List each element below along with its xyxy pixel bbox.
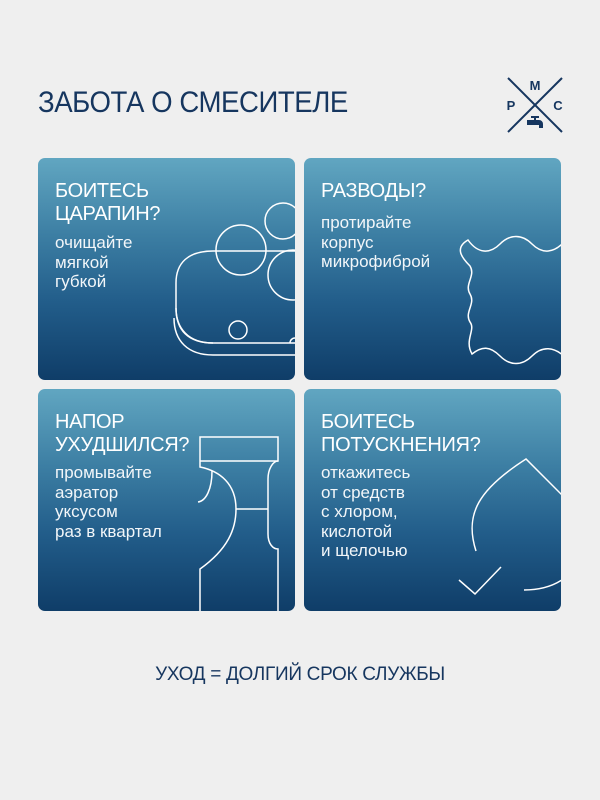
card-text: промывайте аэратор уксусом раз в квартал <box>55 463 162 541</box>
card-heading: РАЗВОДЫ? <box>321 180 426 202</box>
water-drop-check-icon <box>304 389 561 611</box>
microfiber-cloth-icon <box>304 158 561 380</box>
spray-bottle-icon <box>38 389 295 611</box>
footer-tagline: УХОД = ДОЛГИЙ СРОК СЛУЖБЫ <box>155 664 445 685</box>
logo-cross-icon <box>505 75 565 135</box>
brand-logo <box>505 75 565 135</box>
card-heading: БОИТЕСЬ ПОТУСКНЕНИЯ? <box>321 411 481 456</box>
page-title: ЗАБОТА О СМЕСИТЕЛЕ <box>38 86 348 119</box>
card-text: протирайте корпус микрофиброй <box>321 213 431 271</box>
tip-card-pressure <box>38 389 295 611</box>
logo-letter-r: Р <box>506 98 516 113</box>
faucet-icon <box>527 116 543 128</box>
card-heading: БОИТЕСЬ ЦАРАПИН? <box>55 180 161 225</box>
logo-letter-m: М <box>529 78 541 93</box>
tip-card-tarnish <box>304 389 561 611</box>
sponge-icon <box>38 158 295 380</box>
card-text: очищайте мягкой губкой <box>55 233 133 291</box>
card-heading: НАПОР УХУДШИЛСЯ? <box>55 411 190 456</box>
tip-card-scratches <box>38 158 295 380</box>
card-text: откажитесь от средств с хлором, кислотой и щелочью <box>321 463 411 560</box>
tip-card-stains <box>304 158 561 380</box>
logo-letter-s: С <box>553 98 563 113</box>
